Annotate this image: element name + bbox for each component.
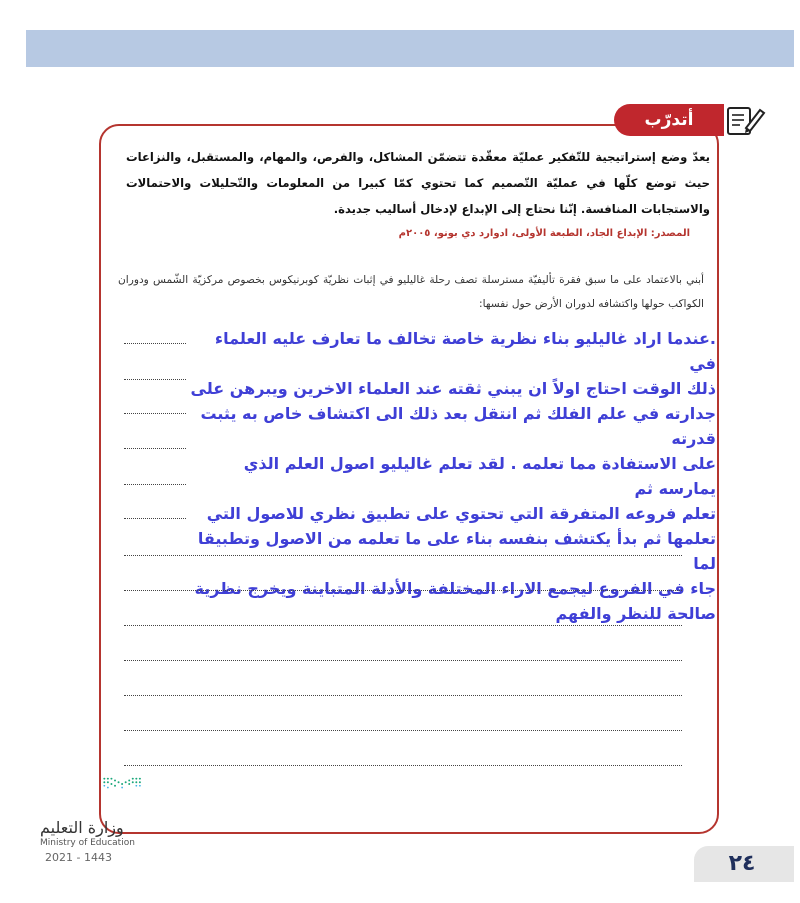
writing-guide [124,379,186,380]
writing-line[interactable] [124,555,682,556]
practice-tag [614,104,724,136]
writing-line[interactable] [124,625,682,626]
writing-line[interactable] [124,765,682,766]
writing-guide [124,413,186,414]
writing-line[interactable] [124,660,682,661]
quote-source: المصدر: الإبداع الجاد، الطبعة الأولى، ادوارد دي بونو، ٢٠٠٥م [398,228,690,239]
writing-line[interactable] [124,695,682,696]
quote-paragraph: يعدّ وضع إستراتيجية للتّفكير عمليّة معقّدة تتضمّن المشاكل، والفرص، والمهام، والمستقبل، والنزاعات حيث توضع كلّها في عمليّة التّصميم كما تحتوي كمّا كبيرا من المعلومات والتّحليلات والاحتمالات والاستجابات المنافسة. إنّنا نحتاج إلى الإبداع لإدخال أساليب جديدة. [126,150,710,216]
answer-line: صالحة للنظر والفهم [555,604,716,623]
practice-tag-label: أتدرّب [644,110,694,130]
answer-line: تعلمها ثم بدأ يكتشف بنفسه بناء على ما تعلمه من الاصول وتطبيقا لما [197,529,716,573]
writing-guide [124,518,186,519]
writing-guide [124,343,186,344]
ministry-name-english: Ministry of Education [40,838,135,848]
notepad-pencil-icon [724,102,766,138]
writing-line[interactable] [124,730,682,731]
top-banner [26,30,794,67]
ministry-logo-icon [85,776,185,816]
answer-text[interactable] [190,326,716,626]
answer-line: تعلم فروعه المتفرقة التي تحتوي على تطبيق نظري للاصول التي [206,504,716,523]
writing-line[interactable] [124,590,682,591]
ministry-name-arabic: وزارة التعليم [40,818,124,837]
answer-line: على الاستفادة مما تعلمه . لقد تعلم غاليليو اصول العلم الذي يمارسه ثم [243,454,716,498]
writing-guide [124,448,186,449]
answer-line: جدارته في علم الفلك ثم انتقل بعد ذلك الى اكتشاف خاص به يثبت قدرته [200,404,716,448]
instruction-text: أبني بالاعتماد على ما سبق فقرة تأليفيّة مسترسلة تصف رحلة غاليليو في إثبات نظريّة كوبرنيكوس بخصوص مركزيّة الشّمس ودوران الكواكب حولها واكتشافه لدوران الأرض حول نفسها: [118,274,704,310]
page-number: ٢٤ [728,851,756,876]
writing-guide [124,484,186,485]
answer-line: .عندما اراد غاليليو بناء نظرية خاصة تخالف ما تعارف عليه العلماء في [214,329,716,373]
answer-line: جاء في الفروع ليجمع الاراء المختلفة والأدلة المتباينة ويخرج نظرية [194,579,716,598]
edition-year: 2021 - 1443 [45,851,112,864]
answer-line: ذلك الوقت احتاج اولاً ان يبني ثقته عند العلماء الاخرين ويبرهن على [190,379,716,398]
